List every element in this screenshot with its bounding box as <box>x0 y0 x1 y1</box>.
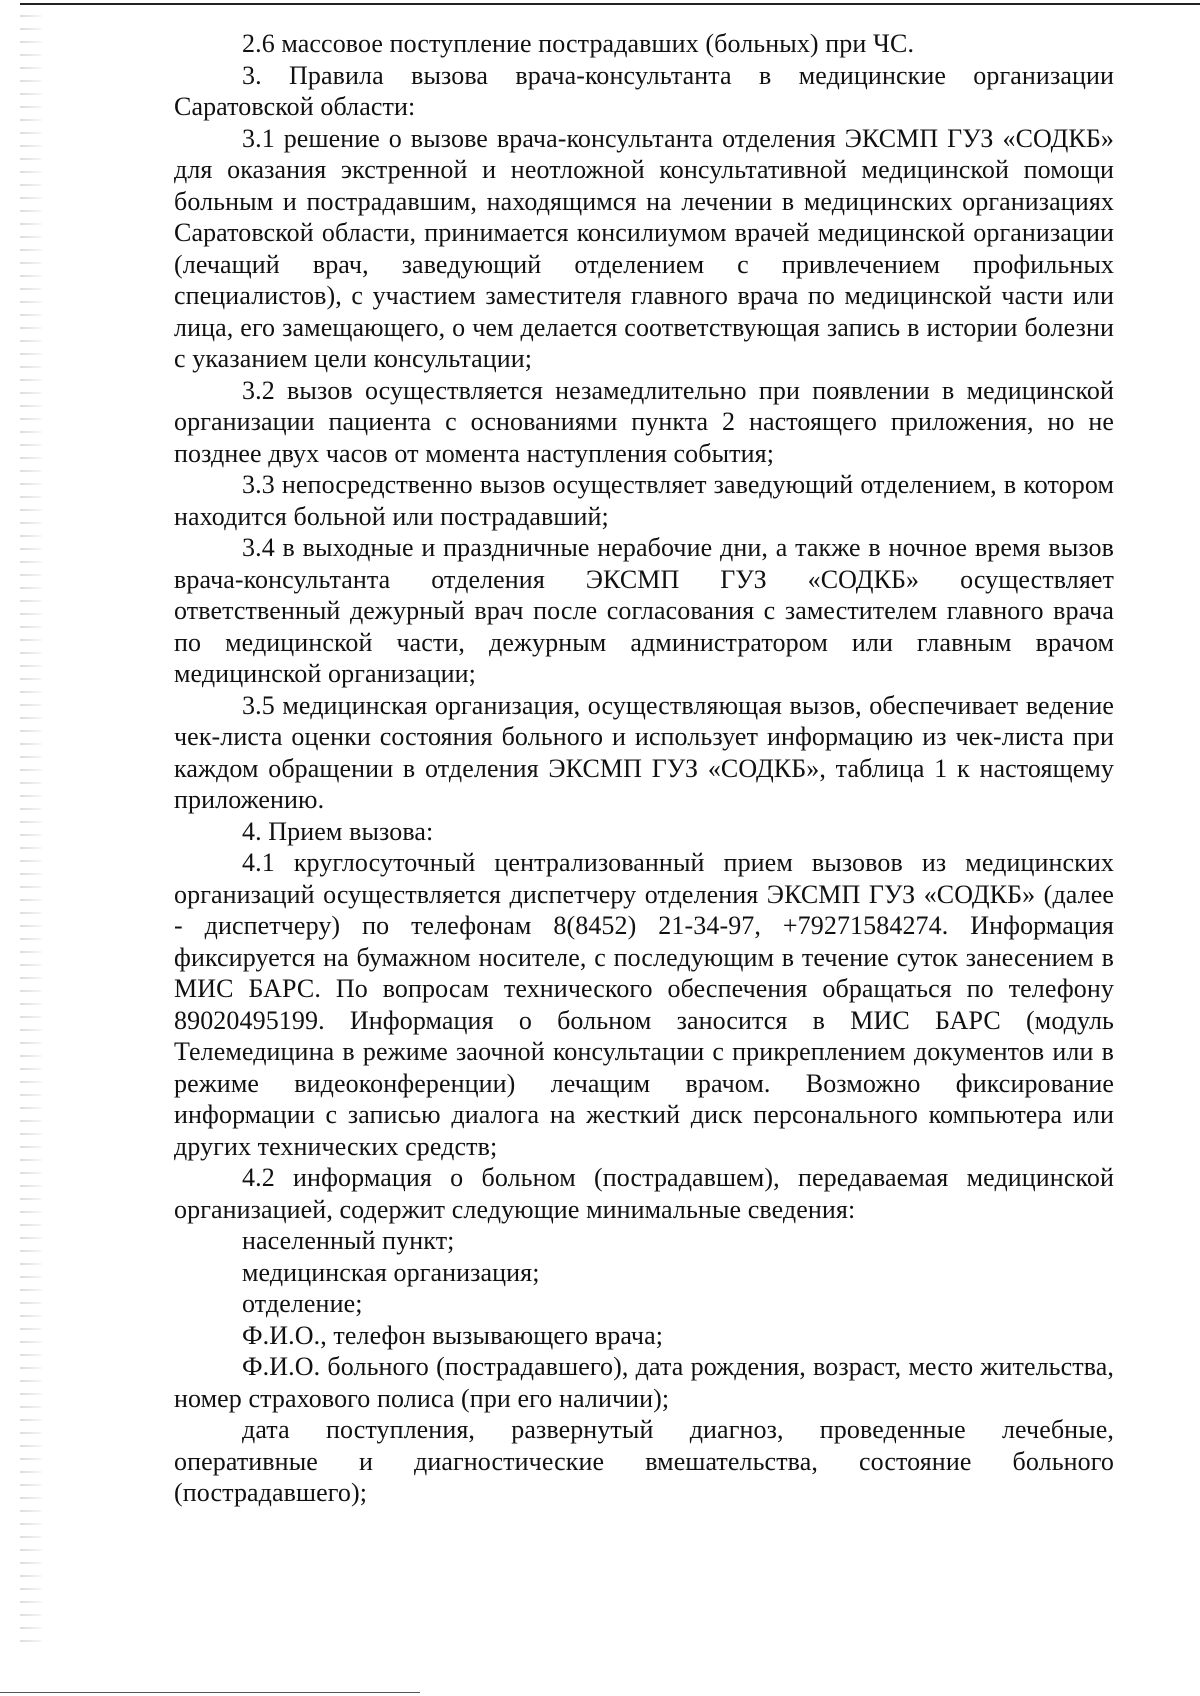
paragraph-2-6: 2.6 массовое поступление пострадавших (больных) при ЧС. <box>242 29 915 58</box>
paragraph-patient-details: Ф.И.О. больного (пострадавшего), дата рождения, возраст, место жительства, номер страхового полиса (при его наличии); <box>174 1352 1114 1413</box>
scan-edge-artifact <box>20 10 42 1650</box>
paragraph-3-3: 3.3 непосредственно вызов осуществляет заведующий отделением, в котором находится больной или пострадавший; <box>174 470 1114 531</box>
document-page <box>174 28 1114 1509</box>
paragraph-4-2: 4.2 информация о больном (пострадавшем), передаваемая медицинской организацией, содержит следующие минимальные сведения: <box>174 1163 1114 1224</box>
list-item-settlement: населенный пункт; <box>242 1226 455 1255</box>
list-item-calling-doctor: Ф.И.О., телефон вызывающего врача; <box>242 1320 664 1350</box>
paragraph-4-1: 4.1 круглосуточный централизованный прием вызовов из медицинских организаций осуществляется диспетчеру отделения ЭКСМП ГУЗ «СОДКБ» (далее - диспетчеру) по телефонам 8(8452) 21-34-97, +79271584274. Информация фиксируется на бумажном носителе, с последующим в течение суток занесением в МИС БАРС. По вопросам технического обеспечения обращаться по телефону 89020495199. Информация о больном заносится в МИС БАРС (модуль Телемедицина в режиме заочной консультации с прикреплением документов или в режиме видеоконференции) лечащим врачом. Возможно фиксирование информации с записью диалога на жесткий диск персонального компьютера или других технических средств; <box>174 848 1114 1161</box>
bottom-rule <box>0 1692 420 1693</box>
paragraph-3-4: 3.4 в выходные и праздничные нерабочие дни, а также в ночное время вызов врача-консультанта отделения ЭКСМП ГУЗ «СОДКБ» осуществляет ответственный дежурный врач после согласования с заместителем главного врача по медицинской части, дежурным администратором или главным врачом медицинской организации; <box>174 533 1114 688</box>
paragraph-3-5: 3.5 медицинская организация, осуществляющая вызов, обеспечивает ведение чек-листа оценки состояния больного и использует информацию из чек-листа при каждом обращении в отделения ЭКСМП ГУЗ «СОДКБ», таблица 1 к настоящему приложению. <box>174 690 1114 814</box>
list-item-organization: медицинская организация; <box>242 1257 540 1287</box>
top-rule <box>20 3 1200 5</box>
paragraph-3-1: 3.1 решение о вызове врача-консультанта отделения ЭКСМП ГУЗ «СОДКБ» для оказания экстренной и неотложной консультативной медицинской помощи больным и пострадавшим, находящимся на лечении в медицинских организациях Саратовской области, принимается консилиумом врачей медицинской организации (лечащий врач, заведующий отделением с привлечением профильных специалистов), с участием заместителя главного врача по медицинской части или лица, его замещающего, о чем делается соответствующая запись в истории болезни с указанием цели консультации; <box>174 123 1114 373</box>
paragraph-admission-details: дата поступления, развернутый диагноз, проведенные лечебные, оперативные и диагностические вмешательства, состояние больного (пострадавшего); <box>174 1415 1114 1507</box>
paragraph-3-2: 3.2 вызов осуществляется незамедлительно при появлении в медицинской организации пациента с основаниями пункта 2 настоящего приложения, но не позднее двух часов от момента наступления события; <box>174 375 1114 468</box>
paragraph-4-heading: 4. Прием вызова: <box>242 816 434 846</box>
list-item-department: отделение; <box>242 1289 363 1318</box>
paragraph-3-heading: 3. Правила вызова врача-консультанта в медицинские организации Саратовской области: <box>174 60 1114 121</box>
